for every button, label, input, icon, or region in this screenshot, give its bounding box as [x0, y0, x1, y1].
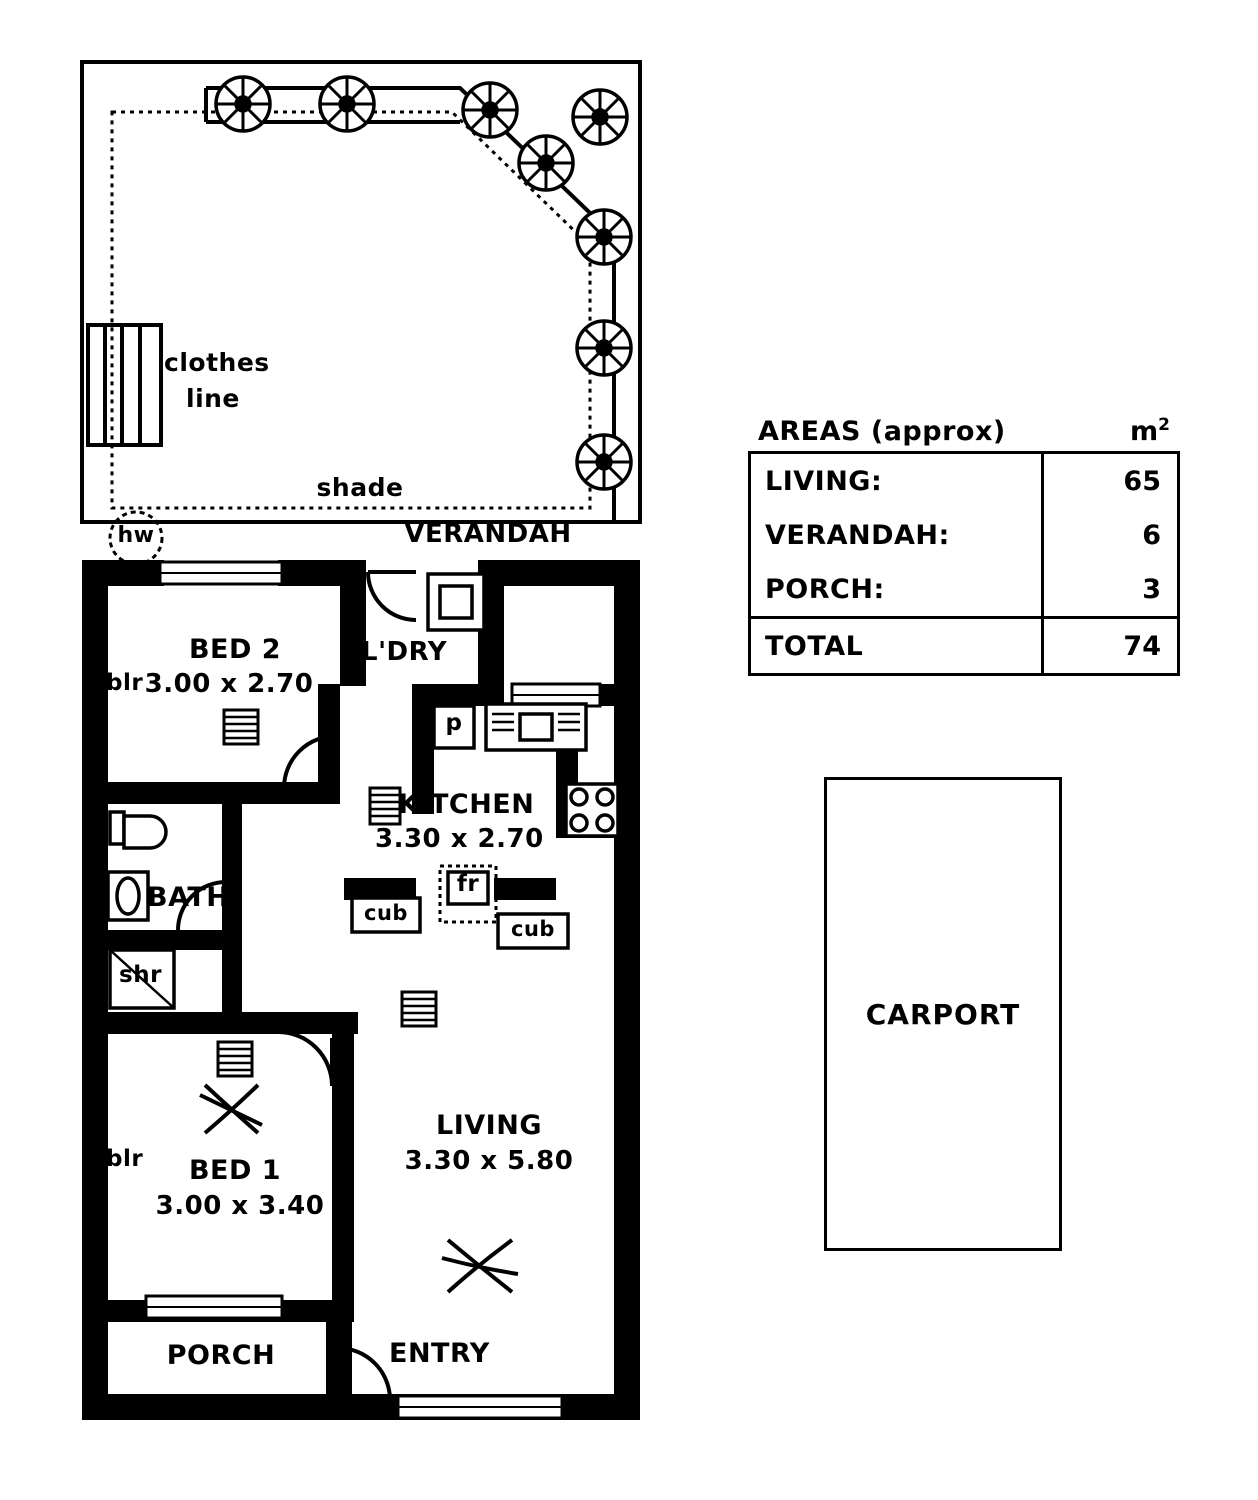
- carport-box: [824, 777, 1062, 1251]
- table-row: [751, 562, 1177, 616]
- label-cupboard-left: cub: [364, 901, 408, 925]
- clothes-line-icon: [88, 325, 161, 445]
- label-pantry: p: [445, 710, 463, 736]
- area-label-living: LIVING:: [765, 465, 883, 497]
- label-fridge: fr: [456, 871, 480, 897]
- label-shower: shr: [119, 962, 162, 988]
- areas-table: [748, 415, 1180, 676]
- area-value-total: 74: [1041, 619, 1177, 673]
- areas-grid: [748, 451, 1180, 676]
- label-clothes-line-1: clothes: [164, 348, 270, 377]
- label-bed2-dims: 3.00 x 2.70: [144, 669, 314, 699]
- label-verandah: VERANDAH: [404, 519, 572, 549]
- table-row-total: [751, 616, 1177, 673]
- label-porch: PORCH: [166, 1340, 276, 1371]
- label-entry: ENTRY: [389, 1338, 490, 1369]
- area-value-porch: 3: [1041, 562, 1177, 616]
- areas-table-header: [748, 415, 1180, 451]
- label-bed1-dims: 3.00 x 3.40: [155, 1191, 325, 1221]
- area-label-verandah: VERANDAH:: [765, 519, 950, 551]
- label-clothes-line-2: line: [186, 384, 240, 413]
- label-bed1-robe: blr: [106, 1146, 144, 1172]
- label-kitchen-dims: 3.30 x 2.70: [375, 824, 544, 854]
- label-bath: BATH: [147, 882, 230, 913]
- label-bed2-name: BED 2: [188, 634, 282, 665]
- label-bed1-name: BED 1: [188, 1155, 282, 1186]
- areas-heading: AREAS (approx): [758, 416, 1006, 447]
- verandah-post-icons: [216, 77, 631, 489]
- label-shade: shade: [316, 473, 404, 502]
- area-value-living: 65: [1041, 454, 1177, 508]
- shade-dotted-boundary: [112, 112, 590, 508]
- table-row: [751, 454, 1177, 508]
- area-label-porch: PORCH:: [765, 573, 885, 605]
- carport-label: CARPORT: [865, 997, 1021, 1031]
- label-hw: hw: [117, 523, 155, 548]
- areas-unit: $m^2$: [1130, 415, 1170, 447]
- table-row: [751, 508, 1177, 562]
- area-label-total: TOTAL: [765, 630, 864, 662]
- label-living-name: LIVING: [436, 1110, 542, 1141]
- label-cupboard-right: cub: [511, 917, 555, 941]
- label-living-dims: 3.30 x 5.80: [404, 1146, 574, 1176]
- area-value-verandah: 6: [1041, 508, 1177, 562]
- label-bed2-robe: blr: [106, 670, 144, 696]
- label-laundry: L'DRY: [361, 637, 448, 667]
- label-kitchen-name: KITCHEN: [398, 789, 535, 820]
- rear-yard-outline: [82, 62, 640, 522]
